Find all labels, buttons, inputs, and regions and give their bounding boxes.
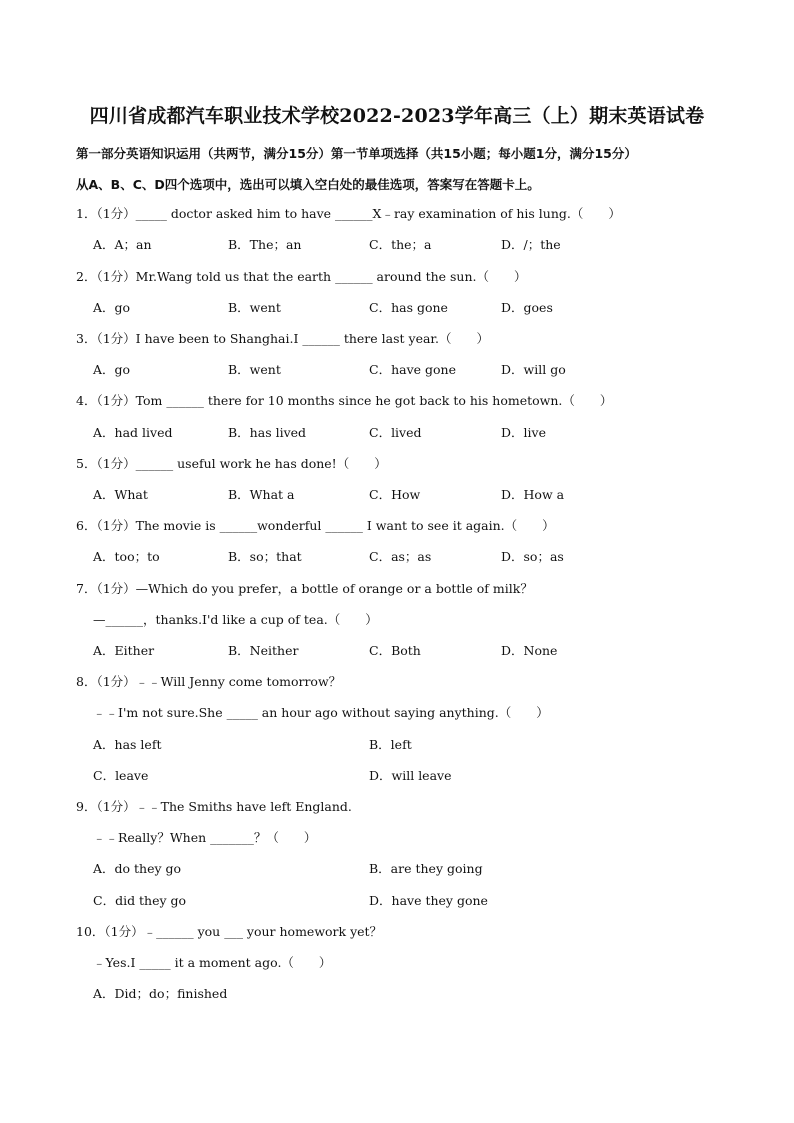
question-10-stem-reply: ﹣Yes.I _____ it a moment ago.（ ）: [93, 955, 332, 970]
question-7-stem-reply: —______，thanks.I'd like a cup of tea.（ ）: [93, 612, 378, 627]
question-8-stem-reply: ﹣﹣I'm not sure.She _____ an hour ago without saying anything.（ ）: [93, 705, 549, 720]
section-heading: 第一部分英语知识运用（共两节，满分15分）第一节单项选择（共15小题；每小题1分，满分15分）: [76, 146, 637, 161]
question-1-option-b: B．The；an: [228, 237, 302, 252]
question-3-option-a: A．go: [93, 362, 131, 377]
question-4-option-d: D．live: [501, 425, 546, 440]
question-2-option-c: C．has gone: [369, 300, 448, 315]
question-9-stem-reply: ﹣﹣Really？When _______？（ ）: [93, 830, 317, 845]
question-9-option-b: B．are they going: [369, 861, 483, 876]
question-4-option-c: C．lived: [369, 425, 422, 440]
page-title: 四川省成都汽车职业技术学校2022-2023学年高三（上）期末英语试卷: [89, 105, 705, 127]
question-1-option-d: D．/；the: [501, 237, 561, 252]
question-6-option-d: D．so；as: [501, 549, 564, 564]
question-7-option-a: A．Either: [93, 643, 155, 658]
question-2-option-a: A．go: [93, 300, 131, 315]
question-9-option-a: A．do they go: [93, 861, 182, 876]
question-8-stem: 8．（1分）﹣﹣Will Jenny come tomorrow？: [76, 674, 342, 689]
question-2-option-b: B．went: [228, 300, 281, 315]
question-7-option-d: D．None: [501, 643, 558, 658]
question-3-option-d: D．will go: [501, 362, 566, 377]
question-9-stem: 9．（1分）﹣﹣The Smiths have left England.: [76, 799, 352, 814]
question-1-option-c: C．the；a: [369, 237, 432, 252]
question-6-stem: 6．（1分）The movie is ______wonderful ______ I want to see it again.（ ）: [76, 518, 555, 533]
question-8-option-a: A．has left: [93, 737, 162, 752]
question-10-option-a: A．Did；do；finished: [93, 986, 228, 1001]
question-5-option-d: D．How a: [501, 487, 565, 502]
question-5-option-b: B．What a: [228, 487, 295, 502]
question-2-option-d: D．goes: [501, 300, 553, 315]
question-5-option-a: A．What: [93, 487, 148, 502]
question-1-stem: 1．（1分）_____ doctor asked him to have ______X﹣ray examination of his lung.（ ）: [76, 206, 621, 221]
question-3-stem: 3．（1分）I have been to Shanghai.I ______ there last year.（ ）: [76, 331, 489, 346]
question-6-option-b: B．so；that: [228, 549, 302, 564]
question-9-option-d: D．have they gone: [369, 893, 488, 908]
question-5-option-c: C．How: [369, 487, 421, 502]
question-10-stem: 10．（1分）﹣______ you ___ your homework yet？: [76, 924, 383, 939]
question-7-option-b: B．Neither: [228, 643, 299, 658]
question-4-option-b: B．has lived: [228, 425, 307, 440]
question-2-stem: 2．（1分）Mr.Wang told us that the earth ______ around the sun.（ ）: [76, 269, 527, 284]
question-8-option-b: B．left: [369, 737, 412, 752]
question-6-option-c: C．as；as: [369, 549, 432, 564]
question-1-option-a: A．A；an: [93, 237, 152, 252]
question-6-option-a: A．too；to: [93, 549, 160, 564]
question-5-stem: 5．（1分）______ useful work he has done!（ ）: [76, 456, 387, 471]
question-4-stem: 4．（1分）Tom ______ there for 10 months since he got back to his hometown.（ ）: [76, 393, 613, 408]
question-9-option-c: C．did they go: [93, 893, 187, 908]
instruction-text: 从A、B、C、D四个选项中，选出可以填入空白处的最佳选项，答案写在答题卡上。: [76, 177, 540, 192]
question-7-stem: 7．（1分）—Which do you prefer，a bottle of orange or a bottle of milk？: [76, 581, 533, 596]
question-8-option-c: C．leave: [93, 768, 149, 783]
question-3-option-b: B．went: [228, 362, 281, 377]
question-8-option-d: D．will leave: [369, 768, 452, 783]
question-4-option-a: A．had lived: [93, 425, 173, 440]
question-7-option-c: C．Both: [369, 643, 421, 658]
question-3-option-c: C．have gone: [369, 362, 456, 377]
